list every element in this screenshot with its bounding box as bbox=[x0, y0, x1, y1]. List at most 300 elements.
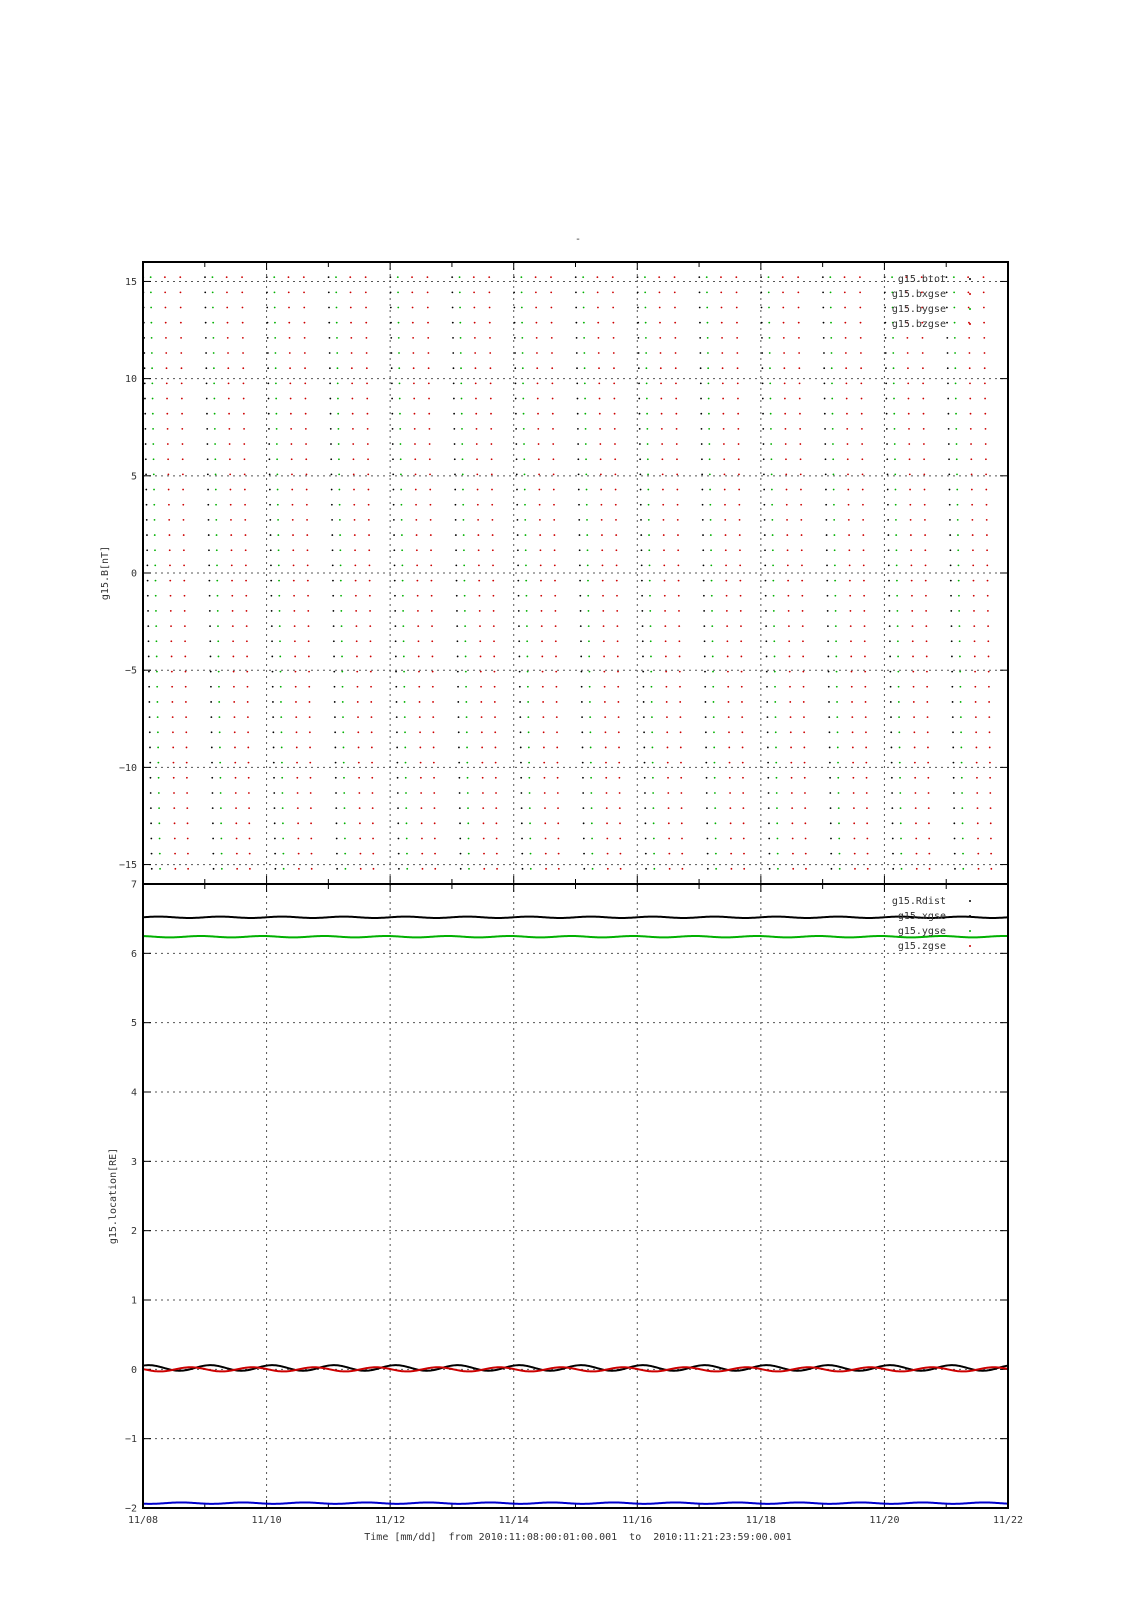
data-point bbox=[432, 656, 434, 658]
data-point bbox=[801, 565, 803, 567]
data-point bbox=[972, 565, 974, 567]
data-point bbox=[462, 458, 464, 460]
data-point bbox=[860, 352, 862, 354]
data-point bbox=[538, 473, 540, 475]
data-point bbox=[344, 807, 346, 809]
data-point bbox=[605, 762, 607, 764]
data-point bbox=[150, 322, 152, 324]
data-point bbox=[523, 443, 525, 445]
data-point bbox=[342, 701, 344, 703]
data-point bbox=[513, 276, 515, 278]
data-point bbox=[863, 549, 865, 551]
data-point bbox=[926, 656, 928, 658]
data-point bbox=[542, 716, 544, 718]
data-point bbox=[910, 549, 912, 551]
data-point bbox=[401, 519, 403, 521]
data-point bbox=[368, 519, 370, 521]
data-point bbox=[169, 549, 171, 551]
data-point bbox=[679, 701, 681, 703]
data-point bbox=[154, 565, 156, 567]
data-point bbox=[244, 504, 246, 506]
data-point bbox=[391, 367, 393, 369]
data-point bbox=[894, 458, 896, 460]
data-point bbox=[867, 853, 869, 855]
data-point bbox=[639, 458, 641, 460]
data-point bbox=[798, 367, 800, 369]
data-point bbox=[651, 686, 653, 688]
data-point bbox=[833, 519, 835, 521]
data-point bbox=[457, 686, 459, 688]
data-point bbox=[990, 853, 992, 855]
y-tick-label: 2 bbox=[130, 1226, 137, 1238]
data-point bbox=[952, 747, 954, 749]
data-point bbox=[274, 838, 276, 840]
data-point bbox=[888, 565, 890, 567]
data-point bbox=[701, 458, 703, 460]
data-point bbox=[834, 580, 836, 582]
data-point bbox=[205, 337, 207, 339]
data-point bbox=[431, 595, 433, 597]
data-point bbox=[401, 504, 403, 506]
data-point bbox=[802, 671, 804, 673]
data-point bbox=[148, 701, 150, 703]
data-point bbox=[725, 549, 727, 551]
data-point bbox=[490, 428, 492, 430]
data-point bbox=[708, 398, 710, 400]
data-point bbox=[761, 337, 763, 339]
y-tick-label: 6 bbox=[130, 948, 137, 960]
data-point bbox=[703, 625, 705, 627]
data-point bbox=[951, 671, 953, 673]
data-point bbox=[721, 337, 723, 339]
data-point bbox=[513, 307, 515, 309]
data-point bbox=[851, 671, 853, 673]
data-point bbox=[390, 337, 392, 339]
data-point bbox=[537, 428, 539, 430]
data-point bbox=[725, 580, 727, 582]
data-point bbox=[367, 458, 369, 460]
data-point bbox=[454, 473, 456, 475]
data-point bbox=[962, 853, 964, 855]
data-point bbox=[429, 473, 431, 475]
data-point bbox=[705, 716, 707, 718]
data-point bbox=[637, 337, 639, 339]
data-point bbox=[590, 792, 592, 794]
data-point bbox=[243, 428, 245, 430]
data-point bbox=[557, 762, 559, 764]
data-point bbox=[434, 807, 436, 809]
data-point bbox=[649, 580, 651, 582]
data-point bbox=[735, 276, 737, 278]
data-point bbox=[828, 701, 830, 703]
data-point bbox=[526, 610, 528, 612]
data-point bbox=[205, 367, 207, 369]
data-point bbox=[185, 731, 187, 733]
data-point bbox=[977, 807, 979, 809]
data-point bbox=[391, 413, 393, 415]
data-point bbox=[452, 307, 454, 309]
data-point bbox=[550, 276, 552, 278]
data-point bbox=[370, 671, 372, 673]
legend-marker bbox=[969, 915, 971, 917]
data-point bbox=[295, 716, 297, 718]
data-point bbox=[220, 822, 222, 824]
data-point bbox=[728, 716, 730, 718]
data-point bbox=[335, 762, 337, 764]
data-point bbox=[411, 291, 413, 293]
data-point bbox=[614, 428, 616, 430]
data-point bbox=[354, 565, 356, 567]
data-point bbox=[451, 276, 453, 278]
data-point bbox=[520, 276, 522, 278]
data-point bbox=[783, 337, 785, 339]
data-point bbox=[543, 731, 545, 733]
data-point bbox=[969, 382, 971, 384]
data-point bbox=[247, 701, 249, 703]
data-point bbox=[296, 731, 298, 733]
data-point bbox=[269, 489, 271, 491]
data-point bbox=[986, 519, 988, 521]
data-point bbox=[480, 701, 482, 703]
data-point bbox=[641, 610, 643, 612]
data-point bbox=[893, 413, 895, 415]
data-point bbox=[278, 565, 280, 567]
data-point bbox=[949, 534, 951, 536]
data-point bbox=[832, 413, 834, 415]
data-point bbox=[599, 428, 601, 430]
chart-title: - bbox=[574, 234, 582, 245]
data-point bbox=[582, 762, 584, 764]
data-point bbox=[145, 458, 147, 460]
data-point bbox=[544, 792, 546, 794]
data-point bbox=[352, 413, 354, 415]
data-point bbox=[829, 777, 831, 779]
data-point bbox=[575, 276, 577, 278]
data-point bbox=[642, 656, 644, 658]
data-point bbox=[370, 701, 372, 703]
data-point bbox=[923, 413, 925, 415]
data-point bbox=[774, 656, 776, 658]
data-point bbox=[422, 868, 424, 870]
data-point bbox=[895, 534, 897, 536]
data-point bbox=[832, 458, 834, 460]
data-point bbox=[538, 458, 540, 460]
data-point bbox=[519, 701, 521, 703]
data-point bbox=[660, 367, 662, 369]
data-point bbox=[212, 276, 214, 278]
data-point bbox=[803, 747, 805, 749]
data-point bbox=[862, 519, 864, 521]
data-point bbox=[417, 625, 419, 627]
data-point bbox=[216, 534, 218, 536]
data-point bbox=[530, 853, 532, 855]
data-point bbox=[680, 747, 682, 749]
data-point bbox=[961, 762, 963, 764]
data-point bbox=[586, 519, 588, 521]
data-point bbox=[231, 595, 233, 597]
data-point bbox=[860, 382, 862, 384]
data-point bbox=[292, 519, 294, 521]
data-point bbox=[553, 489, 555, 491]
data-point bbox=[665, 640, 667, 642]
data-point bbox=[826, 565, 828, 567]
legend-marker bbox=[969, 308, 971, 310]
data-point bbox=[293, 565, 295, 567]
data-point bbox=[853, 807, 855, 809]
data-point bbox=[468, 853, 470, 855]
data-point bbox=[418, 640, 420, 642]
data-point bbox=[927, 731, 929, 733]
data-point bbox=[266, 307, 268, 309]
data-point bbox=[851, 716, 853, 718]
data-point bbox=[677, 519, 679, 521]
data-point bbox=[296, 747, 298, 749]
data-point bbox=[281, 762, 283, 764]
data-point bbox=[155, 595, 157, 597]
data-point bbox=[661, 413, 663, 415]
data-point bbox=[860, 322, 862, 324]
data-point bbox=[392, 428, 394, 430]
data-point bbox=[473, 291, 475, 293]
data-point bbox=[897, 640, 899, 642]
data-point bbox=[706, 291, 708, 293]
data-point bbox=[823, 337, 825, 339]
data-point bbox=[645, 337, 647, 339]
data-point bbox=[702, 519, 704, 521]
data-point bbox=[330, 458, 332, 460]
data-point bbox=[415, 504, 417, 506]
data-point bbox=[399, 398, 401, 400]
data-point bbox=[953, 822, 955, 824]
data-point bbox=[146, 504, 148, 506]
data-point bbox=[974, 686, 976, 688]
data-point bbox=[741, 716, 743, 718]
data-point bbox=[650, 640, 652, 642]
data-point bbox=[204, 291, 206, 293]
data-point bbox=[267, 367, 269, 369]
data-point bbox=[581, 686, 583, 688]
data-point bbox=[909, 504, 911, 506]
data-point bbox=[679, 716, 681, 718]
data-point bbox=[292, 504, 294, 506]
data-point bbox=[217, 595, 219, 597]
data-point bbox=[618, 716, 620, 718]
data-point bbox=[798, 322, 800, 324]
data-point bbox=[616, 565, 618, 567]
data-point bbox=[234, 762, 236, 764]
data-point bbox=[183, 534, 185, 536]
data-point bbox=[680, 792, 682, 794]
data-point bbox=[227, 352, 229, 354]
data-point bbox=[805, 853, 807, 855]
data-point bbox=[267, 382, 269, 384]
data-point bbox=[235, 792, 237, 794]
data-point bbox=[925, 625, 927, 627]
data-point bbox=[396, 716, 398, 718]
data-point bbox=[274, 307, 276, 309]
data-point bbox=[294, 656, 296, 658]
data-point bbox=[463, 549, 465, 551]
data-point bbox=[644, 762, 646, 764]
data-point bbox=[460, 367, 462, 369]
data-point bbox=[478, 549, 480, 551]
data-point bbox=[607, 853, 609, 855]
data-point bbox=[973, 595, 975, 597]
data-point bbox=[784, 398, 786, 400]
data-point bbox=[332, 580, 334, 582]
data-point bbox=[916, 853, 918, 855]
data-point bbox=[591, 822, 593, 824]
data-point bbox=[578, 519, 580, 521]
data-point bbox=[762, 413, 764, 415]
data-point bbox=[891, 276, 893, 278]
data-point bbox=[211, 777, 213, 779]
data-point bbox=[739, 534, 741, 536]
data-point bbox=[556, 716, 558, 718]
data-point bbox=[602, 595, 604, 597]
data-point bbox=[725, 534, 727, 536]
data-point bbox=[246, 671, 248, 673]
data-point bbox=[960, 747, 962, 749]
data-point bbox=[844, 307, 846, 309]
data-point bbox=[331, 534, 333, 536]
data-point bbox=[268, 428, 270, 430]
legend-label: g15.bygse bbox=[891, 304, 946, 315]
data-point bbox=[421, 822, 423, 824]
data-point bbox=[171, 686, 173, 688]
data-point bbox=[583, 838, 585, 840]
data-point bbox=[677, 565, 679, 567]
data-point bbox=[174, 838, 176, 840]
data-point bbox=[150, 777, 152, 779]
data-point bbox=[288, 307, 290, 309]
data-point bbox=[157, 747, 159, 749]
data-point bbox=[866, 777, 868, 779]
data-point bbox=[908, 443, 910, 445]
data-point bbox=[205, 352, 207, 354]
data-point bbox=[269, 458, 271, 460]
data-point bbox=[180, 322, 182, 324]
data-point bbox=[416, 534, 418, 536]
data-point bbox=[522, 398, 524, 400]
data-point bbox=[885, 352, 887, 354]
data-point bbox=[358, 762, 360, 764]
data-point bbox=[969, 367, 971, 369]
data-point bbox=[535, 307, 537, 309]
data-point bbox=[760, 276, 762, 278]
data-point bbox=[413, 398, 415, 400]
data-point bbox=[397, 276, 399, 278]
data-point bbox=[463, 565, 465, 567]
data-point bbox=[172, 731, 174, 733]
data-point bbox=[889, 671, 891, 673]
data-point bbox=[707, 367, 709, 369]
data-point bbox=[824, 443, 826, 445]
data-point bbox=[343, 762, 345, 764]
data-point bbox=[644, 276, 646, 278]
y-tick-label: −10 bbox=[118, 762, 137, 774]
data-point bbox=[522, 367, 524, 369]
data-point bbox=[553, 458, 555, 460]
data-point bbox=[645, 853, 647, 855]
data-point bbox=[404, 716, 406, 718]
data-point bbox=[910, 519, 912, 521]
data-point bbox=[184, 640, 186, 642]
data-point bbox=[515, 443, 517, 445]
data-point bbox=[245, 565, 247, 567]
data-point bbox=[766, 671, 768, 673]
data-point bbox=[603, 656, 605, 658]
data-point bbox=[421, 838, 423, 840]
data-point bbox=[847, 489, 849, 491]
data-point bbox=[804, 762, 806, 764]
data-point bbox=[358, 777, 360, 779]
data-point bbox=[581, 701, 583, 703]
data-point bbox=[703, 565, 705, 567]
x-tick-label: 11/10 bbox=[251, 1515, 282, 1526]
data-point bbox=[235, 822, 237, 824]
data-point bbox=[365, 307, 367, 309]
data-point bbox=[800, 519, 802, 521]
data-point bbox=[895, 489, 897, 491]
data-point bbox=[397, 822, 399, 824]
data-point bbox=[853, 792, 855, 794]
data-point bbox=[458, 731, 460, 733]
data-point bbox=[591, 853, 593, 855]
data-point bbox=[681, 838, 683, 840]
data-point bbox=[901, 868, 903, 870]
data-point bbox=[674, 291, 676, 293]
data-point bbox=[228, 413, 230, 415]
data-point bbox=[886, 428, 888, 430]
data-point bbox=[699, 322, 701, 324]
data-point bbox=[373, 868, 375, 870]
data-point bbox=[390, 307, 392, 309]
data-point bbox=[908, 398, 910, 400]
data-point bbox=[516, 458, 518, 460]
data-point bbox=[598, 367, 600, 369]
data-point bbox=[800, 489, 802, 491]
data-point bbox=[970, 428, 972, 430]
data-point bbox=[402, 610, 404, 612]
data-point bbox=[591, 838, 593, 840]
data-point bbox=[891, 807, 893, 809]
data-point bbox=[653, 822, 655, 824]
data-point bbox=[825, 473, 827, 475]
data-point bbox=[514, 322, 516, 324]
data-point bbox=[984, 413, 986, 415]
data-point bbox=[479, 595, 481, 597]
data-point bbox=[603, 640, 605, 642]
data-point bbox=[850, 640, 852, 642]
data-point bbox=[357, 686, 359, 688]
data-point bbox=[420, 777, 422, 779]
data-point bbox=[206, 382, 208, 384]
data-point bbox=[866, 807, 868, 809]
data-point bbox=[962, 822, 964, 824]
data-point bbox=[864, 671, 866, 673]
data-point bbox=[527, 671, 529, 673]
data-point bbox=[924, 549, 926, 551]
data-point bbox=[924, 489, 926, 491]
data-point bbox=[493, 640, 495, 642]
data-point bbox=[245, 595, 247, 597]
data-point bbox=[491, 458, 493, 460]
data-point bbox=[786, 489, 788, 491]
data-point bbox=[554, 534, 556, 536]
data-point bbox=[214, 458, 216, 460]
data-point bbox=[524, 489, 526, 491]
